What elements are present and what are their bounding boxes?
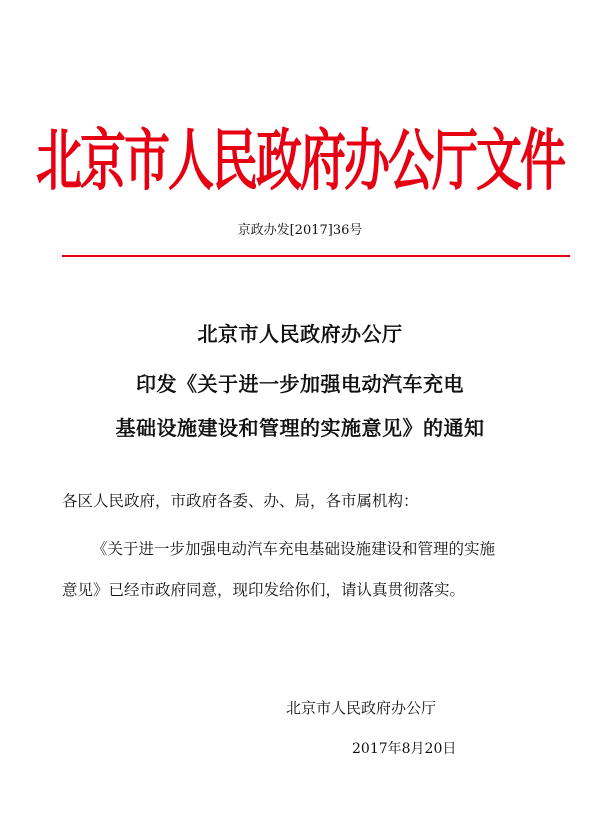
issue-date: 2017年8月20日	[352, 741, 457, 757]
document-title-line-2: 印发《关于进一步加强电动汽车充电	[136, 372, 464, 396]
document-title-line-3: 基础设施建设和管理的实施意见》的通知	[115, 416, 485, 440]
issuing-authority-header: 北京市人民政府办公厅文件	[36, 121, 564, 200]
signature: 北京市人民政府办公厅	[286, 699, 437, 717]
document-title-line-1: 北京市人民政府办公厅	[197, 322, 403, 346]
red-divider-line	[62, 255, 570, 257]
body-paragraph-line-2: 意见》已经市政府同意，现印发给你们，请认真贯彻落实。	[62, 581, 466, 599]
document-number: 京政办发[2017]36号	[237, 223, 363, 238]
salutation: 各区人民政府，市政府各委、办、局，各市属机构：	[62, 492, 419, 510]
body-paragraph-line-1: 《关于进一步加强电动汽车充电基础设施建设和管理的实施	[92, 540, 496, 558]
